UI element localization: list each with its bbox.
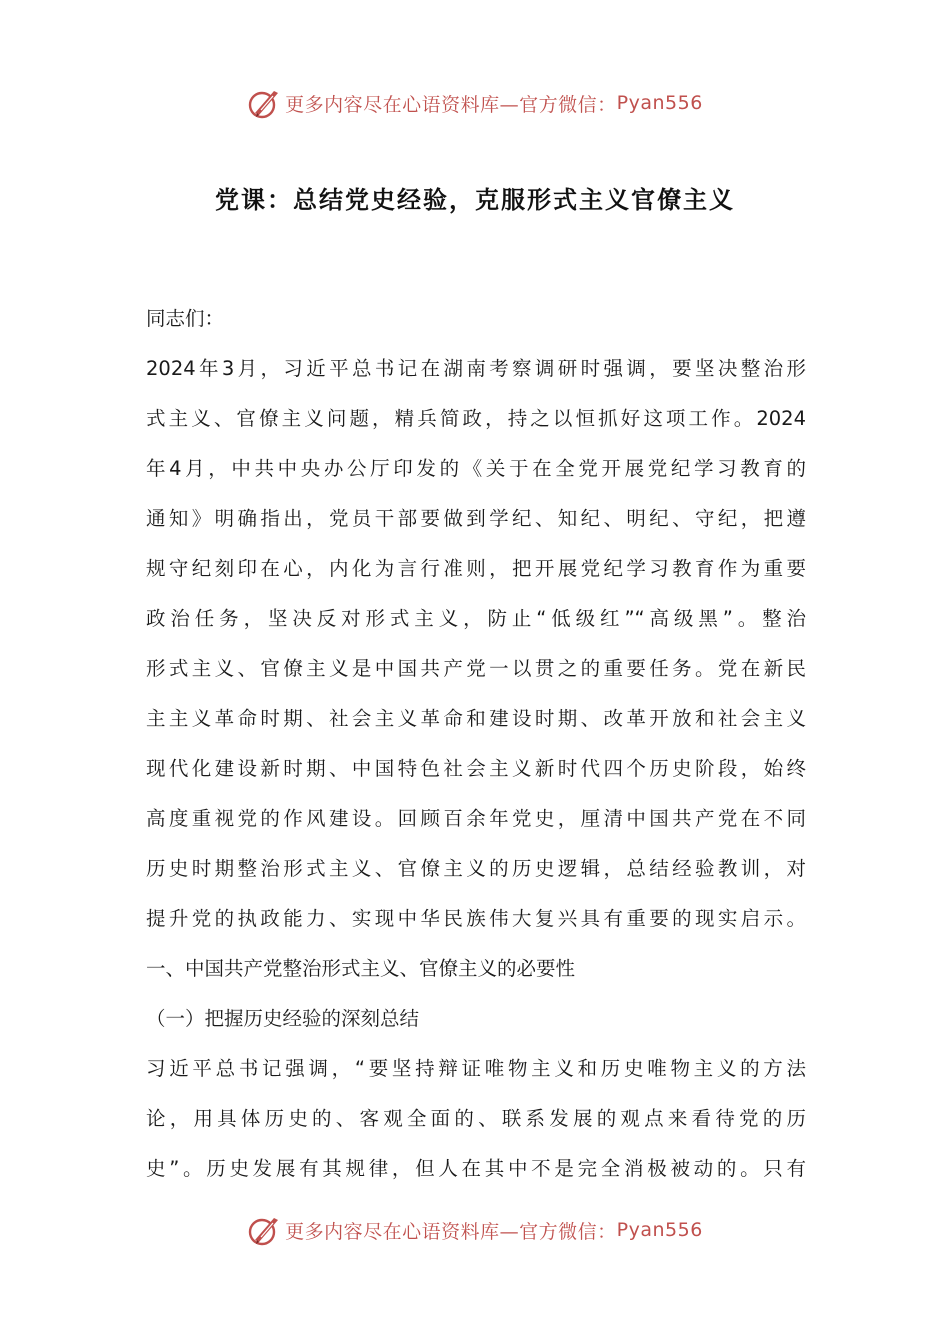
text-line: 式主义、官僚主义问题，精兵简政，持之以恒抓好这项工作。2024 (146, 407, 806, 430)
text-line: 现代化建设新时期、中国特色社会主义新时代四个历史阶段，始终 (146, 757, 806, 780)
text-line: 主主义革命时期、社会主义革命和建设时期、改革开放和社会主义 (146, 707, 806, 730)
text-line: 通知》明确指出，党员干部要做到学纪、知纪、明纪、守纪，把遵 (146, 507, 806, 530)
document-title: 党课：总结党史经验，克服形式主义官僚主义 (215, 185, 735, 214)
text-line: 习近平总书记强调，“要坚持辩证唯物主义和历史唯物主义的方法 (146, 1057, 806, 1080)
watermark-text: 更多内容尽在心语资料库—官方微信： (285, 1220, 617, 1243)
text-line: 历史时期整治形式主义、官僚主义的历史逻辑，总结经验教训，对 (146, 857, 806, 880)
watermark-handle: Pyan556 (616, 92, 703, 114)
quill-pen-icon (247, 86, 281, 120)
text-line: 2024年3月，习近平总书记在湖南考察调研时强调，要坚决整治形 (146, 357, 806, 380)
watermark-text: 更多内容尽在心语资料库—官方微信： (285, 93, 617, 116)
section-heading: 一、中国共产党整治形式主义、官僚主义的必要性 (146, 957, 576, 980)
text-line: 年4月，中共中央办公厅印发的《关于在全党开展党纪学习教育的 (146, 457, 806, 480)
text-line: 史”。历史发展有其规律，但人在其中不是完全消极被动的。只有 (146, 1157, 806, 1180)
text-line: 规守纪刻印在心，内化为言行准则，把开展党纪学习教育作为重要 (146, 557, 806, 580)
quill-pen-icon (247, 1213, 281, 1247)
text-line: 形式主义、官僚主义是中国共产党一以贯之的重要任务。党在新民 (146, 657, 806, 680)
text-line: 同志们： (146, 307, 225, 330)
document-body (146, 294, 806, 1194)
subsection-heading: （一）把握历史经验的深刻总结 (146, 1007, 420, 1030)
text-line: 提升党的执政能力、实现中华民族伟大复兴具有重要的现实启示。 (146, 907, 806, 930)
header-watermark (0, 83, 950, 123)
text-line: 政治任务，坚决反对形式主义，防止“低级红”“高级黑”。整治 (146, 607, 806, 630)
text-line: 高度重视党的作风建设。回顾百余年党史，厘清中国共产党在不同 (146, 807, 806, 830)
watermark-handle: Pyan556 (616, 1219, 703, 1241)
text-line: 论，用具体历史的、客观全面的、联系发展的观点来看待党的历 (146, 1107, 806, 1130)
footer-watermark (0, 1210, 950, 1250)
